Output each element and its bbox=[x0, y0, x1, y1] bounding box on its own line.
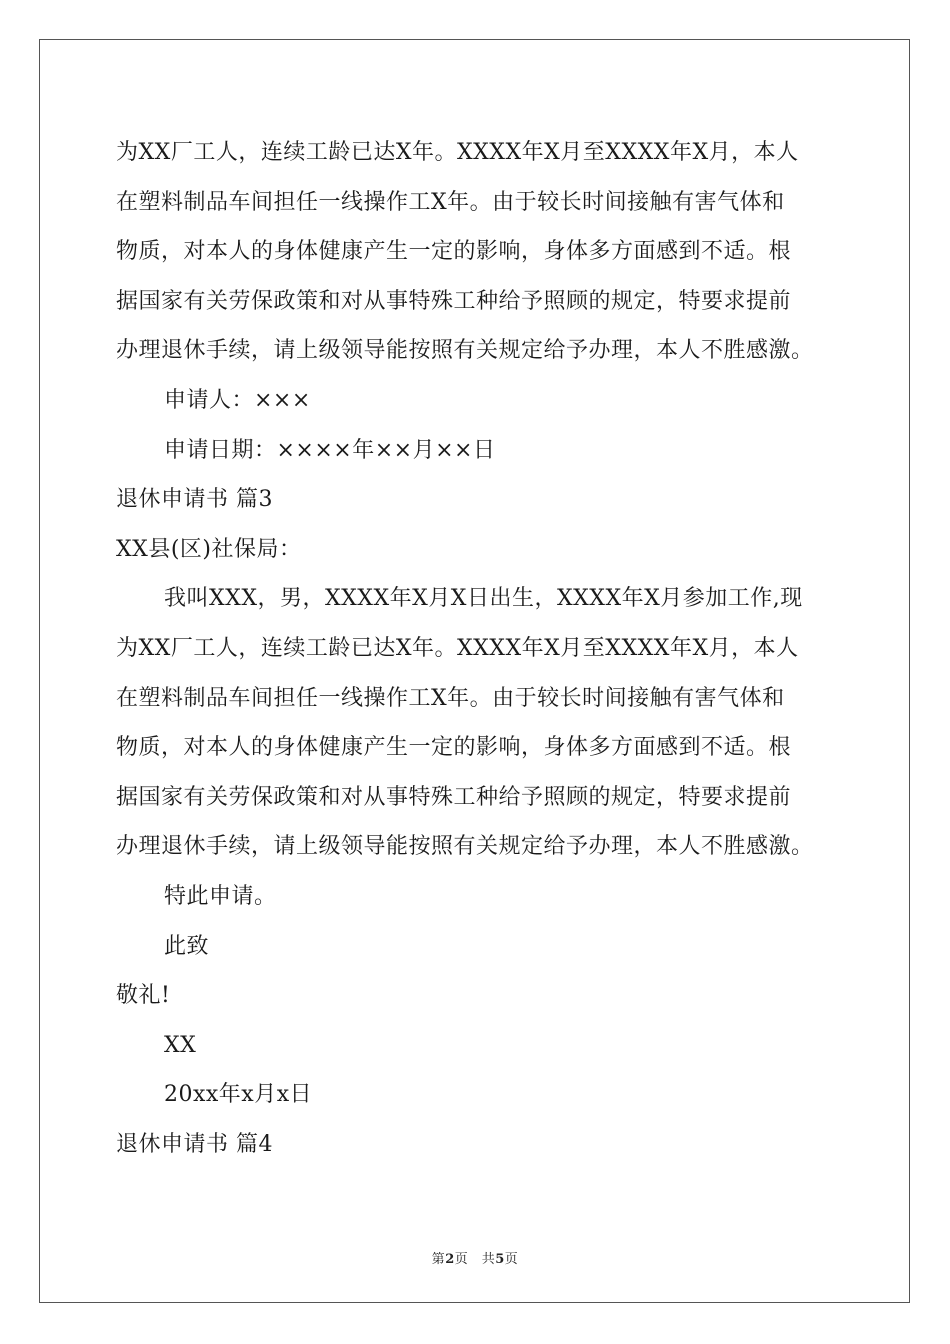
text-line: 物质，对本人的身体健康产生一定的影响，身体多方面感到不适。根 bbox=[116, 735, 792, 761]
text-line: 为XX厂工人，连续工龄已达X年。XXXX年X月至XXXX年X月，本人 bbox=[116, 635, 799, 661]
text-line: 据国家有关劳保政策和对从事特殊工种给予照顾的规定，特要求提前 bbox=[116, 784, 792, 810]
text-line: 敬礼! bbox=[116, 983, 171, 1009]
text-line: 特此申请。 bbox=[164, 883, 277, 909]
text-line: XX bbox=[164, 1032, 197, 1058]
page-separator: 页 共 bbox=[454, 1252, 496, 1267]
text-line: 据国家有关劳保政策和对从事特殊工种给予照顾的规定，特要求提前 bbox=[116, 288, 792, 314]
page-prefix: 第 bbox=[431, 1252, 446, 1267]
text-line: 办理退休手续，请上级领导能按照有关规定给予办理，本人不胜感激。 bbox=[116, 338, 814, 364]
text-line: 申请日期：××××年××月××日 bbox=[164, 437, 496, 463]
text-line: 此致 bbox=[164, 933, 210, 959]
text-line: XX县(区)社保局： bbox=[116, 536, 302, 562]
current-page-number: 2 bbox=[445, 1252, 455, 1267]
text-line: 我叫XXX，男，XXXX年X月X日出生，XXXX年X月参加工作,现 bbox=[164, 586, 803, 612]
text-line: 办理退休手续，请上级领导能按照有关规定给予办理，本人不胜感激。 bbox=[116, 834, 814, 860]
total-page-count: 5 bbox=[495, 1252, 505, 1267]
text-line: 在塑料制品车间担任一线操作工X年。由于较长时间接触有害气体和 bbox=[116, 189, 785, 215]
page-suffix: 页 bbox=[504, 1252, 519, 1267]
document-body bbox=[116, 128, 836, 1169]
text-line: 退休申请书 篇3 bbox=[116, 487, 273, 513]
page-footer bbox=[0, 1248, 950, 1267]
text-line: 20xx年x月x日 bbox=[164, 1082, 313, 1108]
text-line: 在塑料制品车间担任一线操作工X年。由于较长时间接触有害气体和 bbox=[116, 685, 785, 711]
text-line: 物质，对本人的身体健康产生一定的影响，身体多方面感到不适。根 bbox=[116, 239, 792, 265]
text-line: 申请人：××× bbox=[164, 387, 311, 413]
text-line: 为XX厂工人，连续工龄已达X年。XXXX年X月至XXXX年X月，本人 bbox=[116, 140, 799, 165]
text-line: 退休申请书 篇4 bbox=[116, 1131, 273, 1157]
